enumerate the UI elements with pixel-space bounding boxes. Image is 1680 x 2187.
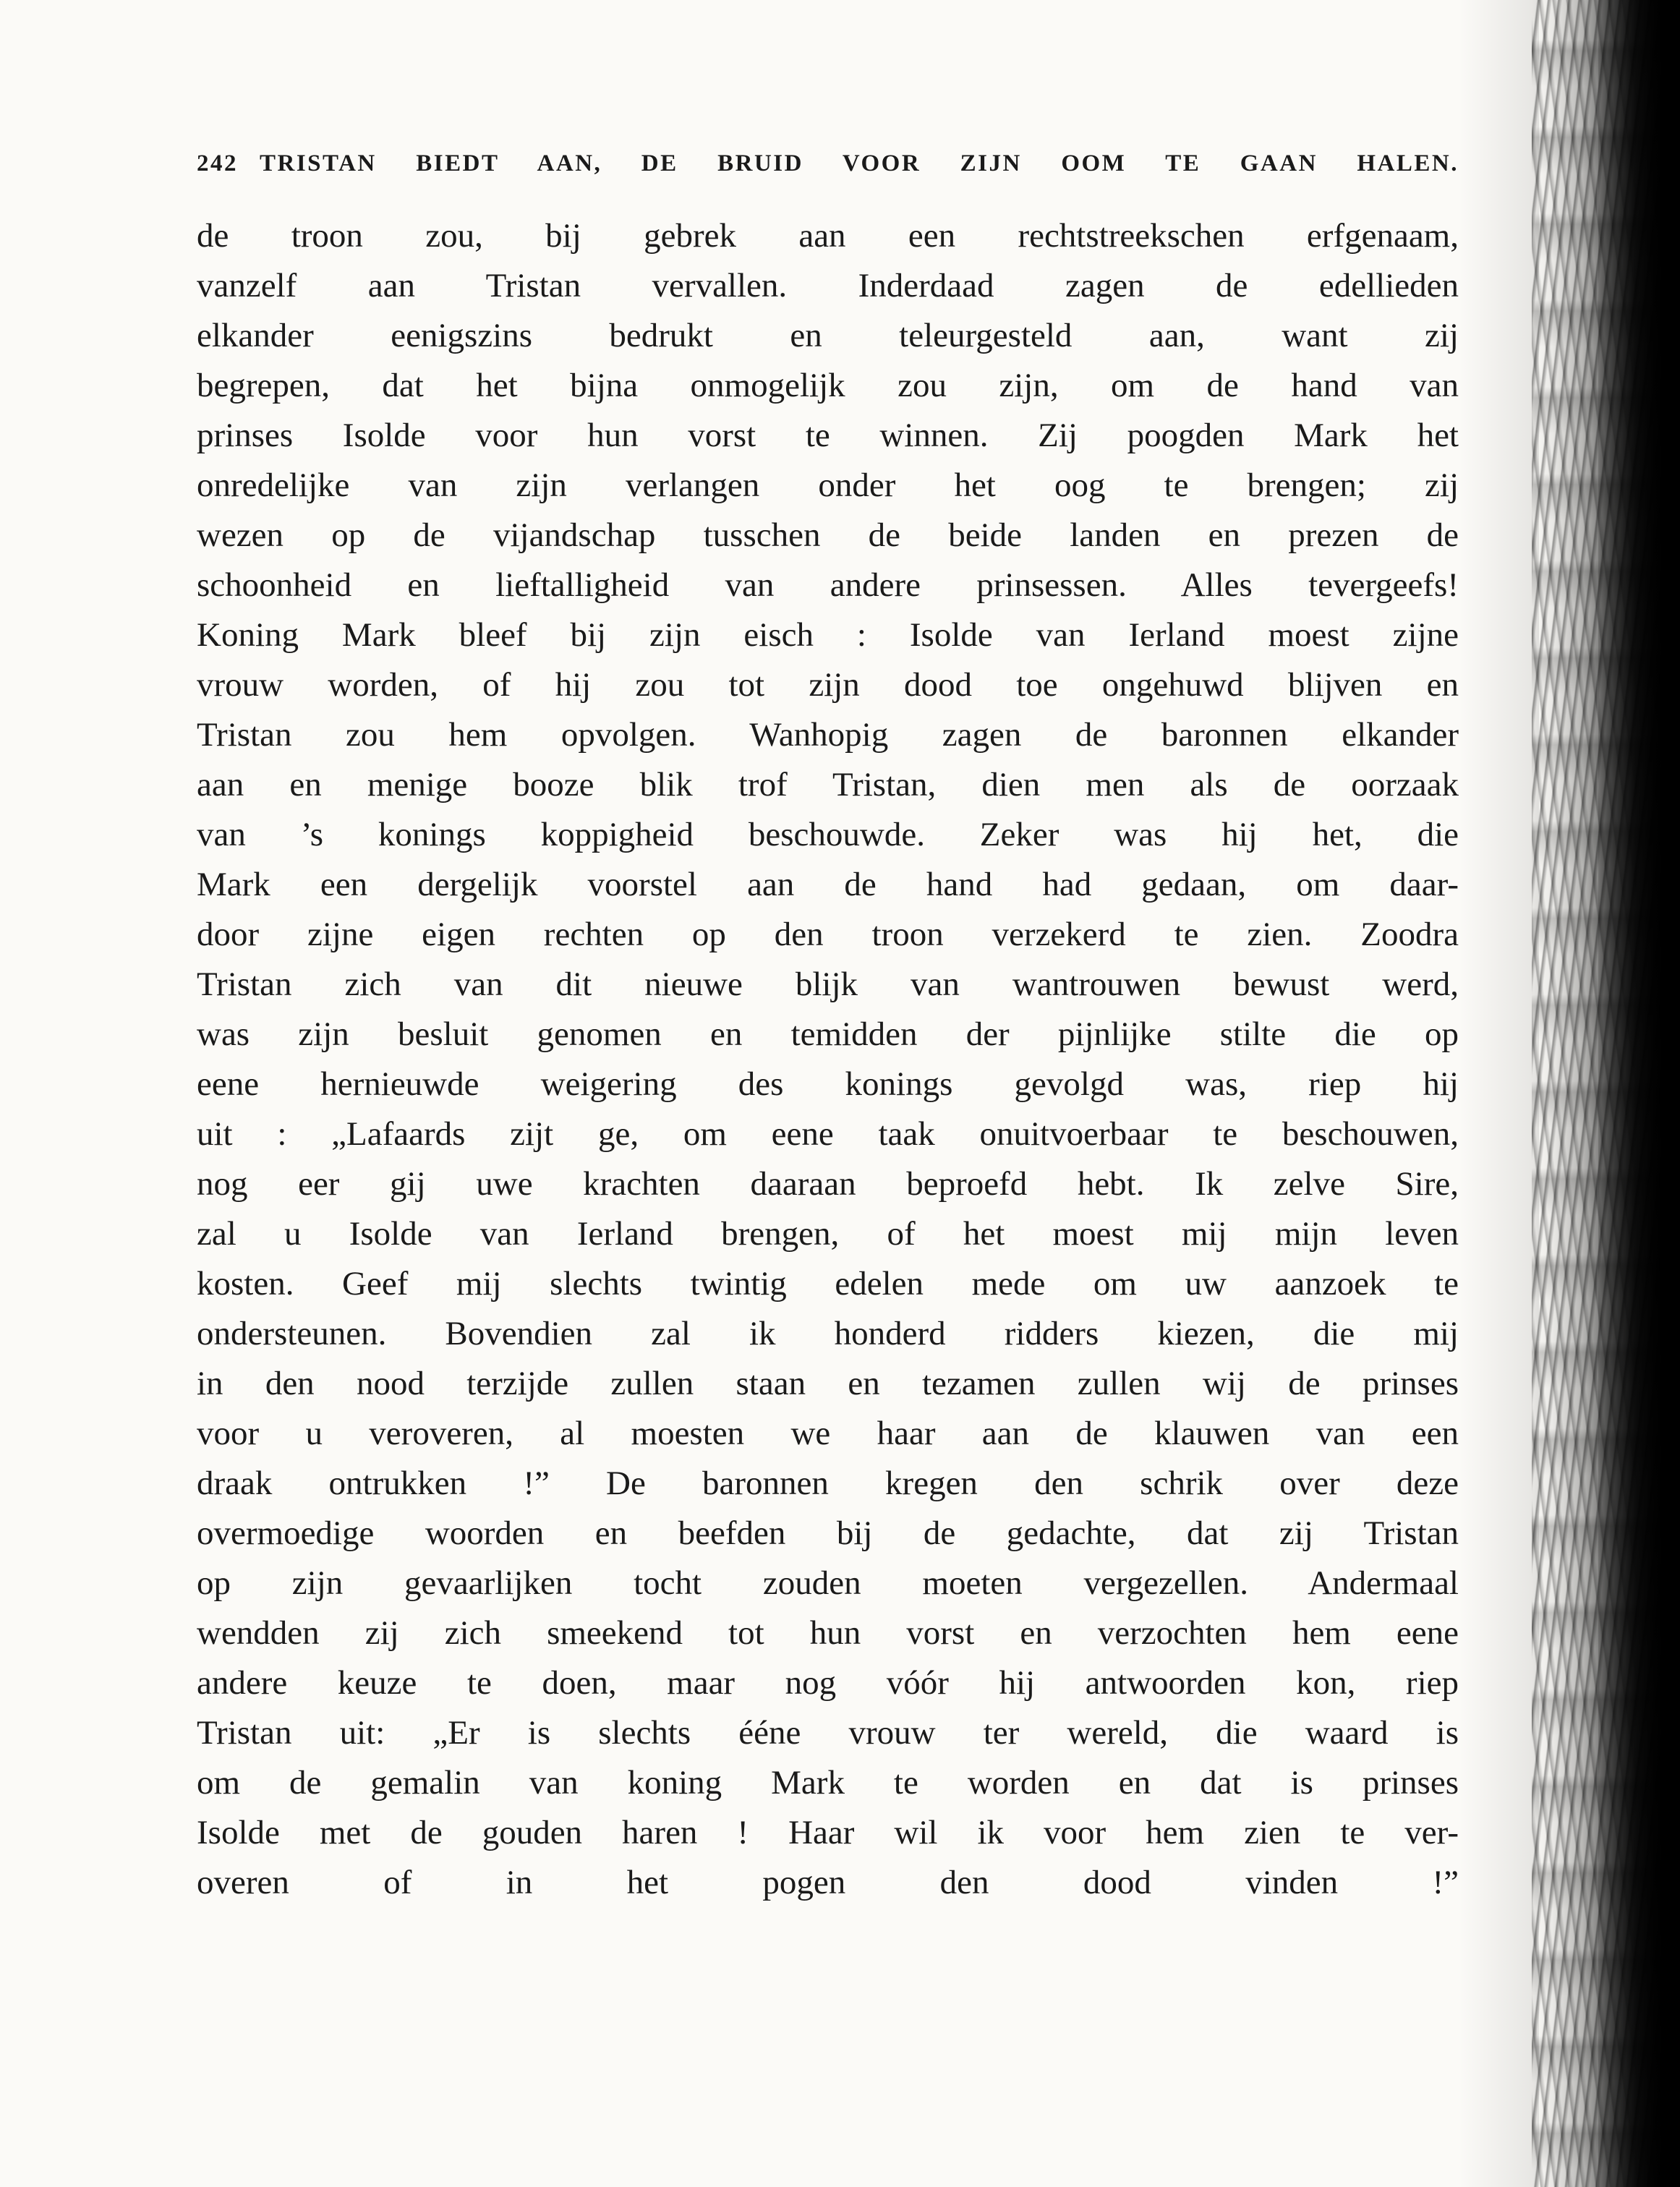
text-line: op zijn gevaarlijken tocht zouden moeten vergezellen. Andermaal bbox=[197, 1564, 1459, 1602]
text-line: in den nood terzijde zullen staan en tezamen zullen wij de prinses bbox=[197, 1365, 1459, 1402]
text-line: voor u veroveren, al moesten we haar aan de klauwen van een bbox=[197, 1415, 1459, 1452]
scan-edge-falloff bbox=[1459, 0, 1539, 2187]
text-line-last: overen of in het pogen den dood vinden !” bbox=[197, 1864, 1459, 1901]
page-number: 242 bbox=[197, 150, 238, 176]
text-line: Isolde met de gouden haren ! Haar wil ik voor hem zien te ver- bbox=[197, 1814, 1459, 1851]
body-text bbox=[197, 211, 1459, 1908]
text-line: zal u Isolde van Ierland brengen, of het moest mij mijn leven bbox=[197, 1215, 1459, 1253]
text-line: begrepen, dat het bijna onmogelijk zou zijn, om de hand van bbox=[197, 367, 1459, 404]
text-line: uit : „Lafaards zijt ge, om eene taak onuitvoerbaar te beschouwen, bbox=[197, 1115, 1459, 1153]
text-line: Tristan zou hem opvolgen. Wanhopig zagen de baronnen elkander bbox=[197, 716, 1459, 754]
text-line: was zijn besluit genomen en temidden der pijnlijke stilte die op bbox=[197, 1015, 1459, 1053]
text-line: Mark een dergelijk voorstel aan de hand had gedaan, om daar- bbox=[197, 866, 1459, 903]
text-line: kosten. Geef mij slechts twintig edelen mede om uw aanzoek te bbox=[197, 1265, 1459, 1303]
text-line: elkander eenigszins bedrukt en teleurgesteld aan, want zij bbox=[197, 317, 1459, 354]
page-header-title: TRISTAN BIEDT AAN, DE BRUID VOOR ZIJN OOM TE GAAN HALEN. bbox=[260, 150, 1459, 176]
text-line: prinses Isolde voor hun vorst te winnen. Zij poogden Mark het bbox=[197, 417, 1459, 454]
text-line: Tristan uit: „Er is slechts ééne vrouw ter wereld, die waard is bbox=[197, 1714, 1459, 1752]
text-line: schoonheid en lieftalligheid van andere prinsessen. Alles tevergeefs! bbox=[197, 566, 1459, 604]
text-line: ondersteunen. Bovendien zal ik honderd ridders kiezen, die mij bbox=[197, 1315, 1459, 1352]
text-line: draak ontrukken !” De baronnen kregen den schrik over deze bbox=[197, 1465, 1459, 1502]
text-line: door zijne eigen rechten op den troon verzekerd te zien. Zoodra bbox=[197, 916, 1459, 953]
text-line: overmoedige woorden en beefden bij de gedachte, dat zij Tristan bbox=[197, 1514, 1459, 1552]
text-line: Koning Mark bleef bij zijn eisch : Isolde van Ierland moest zijne bbox=[197, 616, 1459, 654]
text-line: onredelijke van zijn verlangen onder het oog te brengen; zij bbox=[197, 466, 1459, 504]
text-line: andere keuze te doen, maar nog vóór hij antwoorden kon, riep bbox=[197, 1664, 1459, 1702]
text-line: om de gemalin van koning Mark te worden en dat is prinses bbox=[197, 1764, 1459, 1802]
text-line: vrouw worden, of hij zou tot zijn dood toe ongehuwd blijven en bbox=[197, 666, 1459, 704]
text-line: nog eer gij uwe krachten daaraan beproefd hebt. Ik zelve Sire, bbox=[197, 1165, 1459, 1203]
running-head bbox=[197, 150, 1459, 177]
text-line: van ’s konings koppigheid beschouwde. Zeker was hij het, die bbox=[197, 816, 1459, 853]
text-line: eene hernieuwde weigering des konings gevolgd was, riep hij bbox=[197, 1065, 1459, 1103]
text-line: wendden zij zich smeekend tot hun vorst en verzochten hem eene bbox=[197, 1614, 1459, 1652]
text-line: vanzelf aan Tristan vervallen. Inderdaad zagen de edellieden bbox=[197, 267, 1459, 304]
scan-gutter-shadow bbox=[1532, 0, 1680, 2187]
text-line: Tristan zich van dit nieuwe blijk van wantrouwen bewust werd, bbox=[197, 965, 1459, 1003]
text-line: de troon zou, bij gebrek aan een rechtstreekschen erfgenaam, bbox=[197, 217, 1459, 255]
text-line: wezen op de vijandschap tusschen de beide landen en prezen de bbox=[197, 516, 1459, 554]
text-line: aan en menige booze blik trof Tristan, dien men als de oorzaak bbox=[197, 766, 1459, 803]
